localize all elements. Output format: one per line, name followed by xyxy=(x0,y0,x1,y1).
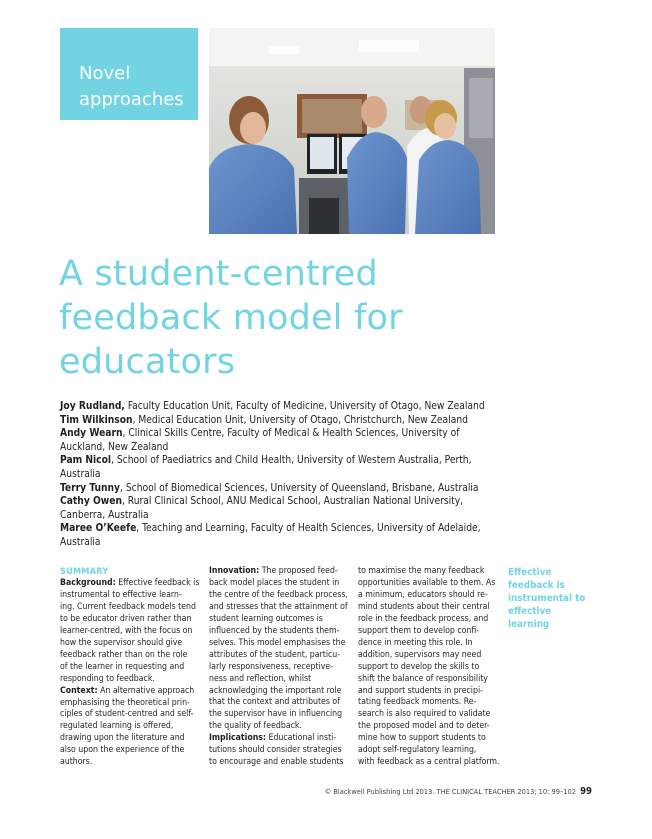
summary-text: that the context and attributes of xyxy=(209,697,340,708)
summary-text: the supervisor have in influencing xyxy=(209,709,343,720)
summary-line xyxy=(209,614,344,626)
author-affiliation-cont: Canberra, Australia xyxy=(60,509,149,521)
summary-text: mine how to support students to xyxy=(358,733,486,744)
pull-quote-line: effective xyxy=(508,606,552,617)
summary-text: The proposed feed- xyxy=(259,566,338,576)
summary-text: instrumental to effective learn- xyxy=(60,589,182,600)
author-affiliation: , Rural Clinical School, ANU Medical School, Australian National University, xyxy=(121,496,464,508)
summary-line xyxy=(358,709,493,721)
author-entry xyxy=(60,427,500,441)
summary-line xyxy=(209,638,344,650)
title-line1: A student-centred xyxy=(59,254,378,294)
summary-subheading: Innovation: xyxy=(209,566,260,576)
summary-text: larly responsiveness, receptive- xyxy=(209,661,333,672)
summary-text: shift the balance of responsibility xyxy=(358,673,488,684)
summary-line xyxy=(358,674,493,686)
summary-line xyxy=(60,733,195,745)
title-line3: educators xyxy=(59,342,236,382)
summary-text: ness and reflection, whilst xyxy=(209,673,312,684)
summary-text: a minimum, educators should re- xyxy=(358,589,488,600)
summary-text: regulated learning is offered, xyxy=(60,721,174,732)
summary-line xyxy=(60,614,195,626)
summary-text: drawing upon the literature and xyxy=(60,733,185,744)
summary-text: of the learner in requesting and xyxy=(60,661,185,672)
summary-text: Effective feedback is xyxy=(115,578,200,588)
photo-illustration xyxy=(209,28,495,234)
summary-line xyxy=(358,745,493,757)
summary-line xyxy=(209,733,344,745)
summary-col1-text xyxy=(60,578,200,769)
summary-line xyxy=(60,578,200,590)
summary-line xyxy=(358,590,493,602)
author-affiliation: , Teaching and Learning, Faculty of Health Sciences, University of Adelaide, xyxy=(136,523,481,535)
section-label xyxy=(60,28,198,120)
summary-text: support to develop the skills to xyxy=(358,661,480,672)
author-affiliation: Faculty Education Unit, Faculty of Medicine, University of Otago, New Zealand xyxy=(124,401,485,412)
author-name: Andy Wearn xyxy=(60,428,123,440)
summary-line xyxy=(60,745,195,757)
summary-line xyxy=(209,709,344,721)
summary-line xyxy=(60,626,195,638)
summary-text: addition, supervisors may need xyxy=(358,649,482,660)
author-affiliation: , School of Biomedical Sciences, University of Queensland, Brisbane, Australia xyxy=(120,482,479,494)
section-label-line1: Novel xyxy=(79,63,131,84)
summary-line xyxy=(60,721,195,733)
author-name: Terry Tunny xyxy=(60,482,121,494)
summary-text: to be educator driven rather than xyxy=(60,613,192,624)
summary-text: influenced by the students them- xyxy=(209,625,340,636)
summary-line xyxy=(358,686,493,698)
summary-line xyxy=(358,626,493,638)
summary-text: feedback rather than on the role xyxy=(60,649,188,660)
pull-quote xyxy=(508,566,618,631)
summary-subheading: Context: xyxy=(60,685,98,696)
summary-text: and stresses that the attainment of xyxy=(209,601,348,612)
summary-subheading: Background: xyxy=(60,578,116,588)
summary-line xyxy=(209,745,344,757)
summary-text: to maximise the many feedback xyxy=(358,566,485,576)
summary-text: responding to feedback. xyxy=(60,673,155,684)
author-affiliation-cont: Australia xyxy=(60,468,101,480)
copyright-text: © Blackwell Publishing Ltd 2013. THE CLINICAL TEACHER 2013; 10: 99–102 xyxy=(324,787,576,796)
summary-line xyxy=(60,650,195,662)
summary-text: role in the feedback process, and xyxy=(358,613,489,624)
summary-line xyxy=(60,698,195,710)
summary-text: to encourage and enable students xyxy=(209,757,344,768)
summary-text: the proposed model and to deter- xyxy=(358,721,490,732)
summary-text: emphasising the theoretical prin- xyxy=(60,697,190,708)
summary-line xyxy=(358,757,500,769)
author-name: Joy Rudland, xyxy=(60,401,125,412)
summary-text: dence in meeting this role. In xyxy=(358,637,473,648)
summary-text: back model places the student in xyxy=(209,577,340,588)
summary-text: the centre of the feedback process, xyxy=(209,589,348,600)
summary-line xyxy=(358,721,493,733)
summary-text: the quality of feedback. xyxy=(209,721,302,732)
article-title xyxy=(59,252,479,384)
summary-text: learner-centred, with the focus on xyxy=(60,625,193,636)
summary-line xyxy=(60,674,195,686)
author-entry xyxy=(60,522,500,536)
summary-line xyxy=(358,566,493,578)
author-affiliation-cont: Australia xyxy=(60,536,101,548)
summary-line xyxy=(209,578,344,590)
summary-line xyxy=(60,662,195,674)
summary-line xyxy=(60,686,195,698)
summary-line xyxy=(209,674,344,686)
author-entry xyxy=(60,482,500,496)
author-list xyxy=(60,400,500,550)
summary-column-2 xyxy=(209,566,348,769)
author-entry xyxy=(60,495,500,509)
summary-text: also upon the experience of the xyxy=(60,745,185,756)
author-name: Tim Wilkinson xyxy=(60,414,133,426)
summary-text: support them to develop confi- xyxy=(358,625,480,636)
author-entry xyxy=(60,454,500,468)
author-affiliation: , School of Paediatrics and Child Health, University of Western Australia, Perth, xyxy=(111,455,472,467)
summary-heading: SUMMARY xyxy=(60,567,109,577)
author-name: Maree O’Keefe xyxy=(60,523,137,535)
summary-text: tutions should consider strategies xyxy=(209,745,342,756)
summary-line xyxy=(358,697,493,709)
summary-text: tating feedback moments. Re- xyxy=(358,697,477,708)
summary-text: authors. xyxy=(60,757,93,768)
pull-quote-line: feedback is xyxy=(508,580,565,591)
summary-line xyxy=(60,709,195,721)
summary-line xyxy=(358,662,493,674)
summary-line xyxy=(209,589,348,602)
summary-line xyxy=(60,590,195,602)
summary-line xyxy=(358,638,493,650)
summary-line xyxy=(209,697,344,709)
summary-text: with feedback as a central platform. xyxy=(358,757,500,768)
summary-text: opportunities available to them. As xyxy=(358,577,496,588)
title-line2: feedback model for xyxy=(59,298,403,338)
pull-quote-line: instrumental to xyxy=(508,593,586,604)
pull-quote-line: learning xyxy=(508,619,550,630)
author-entry xyxy=(60,400,500,414)
summary-text: search is also required to validate xyxy=(358,709,491,720)
summary-text: ing. Current feedback models tend xyxy=(60,601,196,612)
summary-text: mind students about their central xyxy=(358,601,490,612)
summary-text: adopt self-regulatory learning, xyxy=(358,745,477,756)
hospital-staff-photo xyxy=(209,28,495,234)
author-affiliation: , Medical Education Unit, University of Otago, Christchurch, New Zealand xyxy=(132,414,468,426)
author-affiliation-cont: Auckland, New Zealand xyxy=(60,441,169,453)
author-affiliation: , Clinical Skills Centre, Faculty of Medical & Health Sciences, University of xyxy=(122,428,460,440)
pull-quote-line: Effective xyxy=(508,567,552,578)
author-name: Cathy Owen xyxy=(60,496,122,508)
page-footer xyxy=(60,786,592,797)
summary-text: An alternative approach xyxy=(97,685,195,696)
summary-text: attributes of the student, particu- xyxy=(209,649,341,660)
summary-text: Educational insti- xyxy=(266,733,337,744)
page-number: 99 xyxy=(580,786,592,797)
summary-line xyxy=(209,662,344,674)
summary-line xyxy=(358,602,493,614)
summary-line xyxy=(209,601,348,614)
summary-column-1 xyxy=(60,566,200,769)
summary-line xyxy=(358,733,493,745)
author-name: Pam Nicol xyxy=(60,455,112,467)
summary-line xyxy=(60,602,195,614)
summary-column-3 xyxy=(358,566,500,769)
summary-line xyxy=(209,626,344,638)
summary-subheading: Implications: xyxy=(209,733,267,744)
summary-text: selves. This model emphasises the xyxy=(209,637,346,648)
summary-line xyxy=(209,566,344,578)
summary-line xyxy=(209,757,344,769)
summary-line xyxy=(209,721,344,733)
summary-col3-text xyxy=(358,566,500,769)
summary-line xyxy=(358,577,496,590)
author-entry xyxy=(60,414,500,428)
section-label-line2: approaches xyxy=(79,89,184,110)
summary-line xyxy=(60,638,195,650)
summary-text: how the supervisor should give xyxy=(60,637,183,648)
summary-text: acknowledging the important role xyxy=(209,685,342,696)
summary-line xyxy=(209,650,344,662)
summary-text: ciples of student-centred and self- xyxy=(60,709,194,720)
summary-line xyxy=(358,614,493,626)
summary-col2-text xyxy=(209,566,348,769)
summary-line xyxy=(358,650,493,662)
summary-text: student learning outcomes is xyxy=(209,613,323,624)
summary-line xyxy=(209,686,344,698)
summary-line xyxy=(60,757,195,769)
summary-text: and support students in precipi- xyxy=(358,685,483,696)
